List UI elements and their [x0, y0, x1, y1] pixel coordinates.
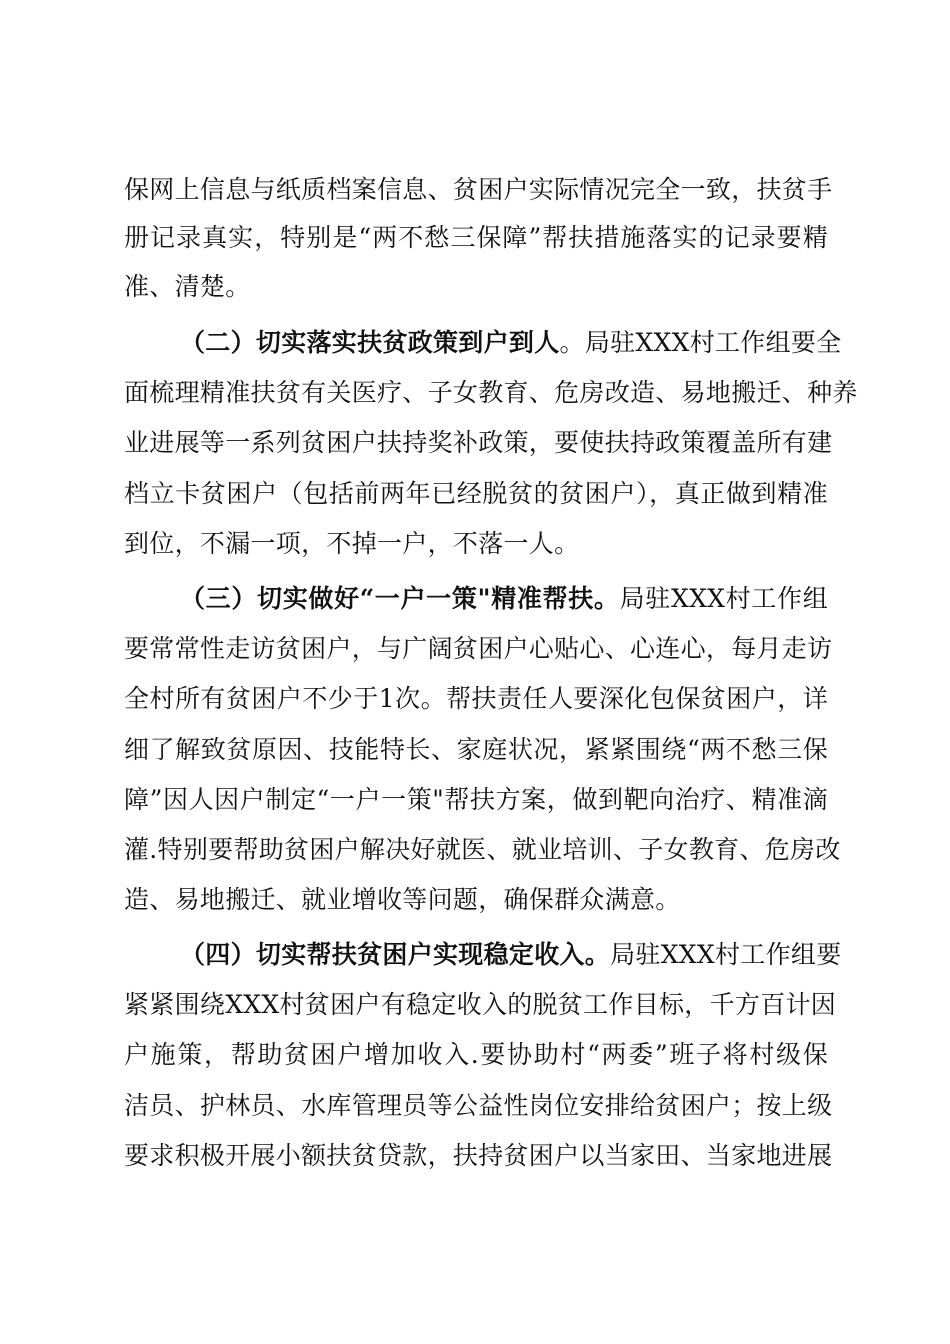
paragraph-3-first-line — [180, 575, 828, 623]
text-line: 保网上信息与纸质档案信息、贫困户实际情况完全一致，扶贫手 — [124, 175, 833, 204]
text-line: 要常常性走访贫困户，与广阔贫困户心贴心、心连心，每月走访 — [124, 634, 833, 663]
text-line: 档立卡贫困户（包括前两年已经脱贫的贫困户），真正做到精准 — [124, 479, 828, 508]
paragraph-3-heading: （三）切实做好“一户一策"精准帮扶。 — [180, 584, 620, 613]
text-line: 户施策，帮助贫困户增加收入.要协助村“两委”班子将村级保 — [124, 1040, 828, 1069]
text-line: 面梳理精准扶贫有关医疗、子女教育、危房改造、易地搬迁、种养 — [124, 378, 858, 407]
text-line: 册记录真实，特别是“两不愁三保障”帮扶措施落实的记录要精 — [124, 223, 828, 252]
text-line: 洁员、护林员、水库管理员等公益性岗位安排给贫困户；按上级 — [124, 1091, 833, 1120]
paragraph-4-first-line — [180, 931, 842, 979]
text-line: 全村所有贫困户不少于1次。帮扶责任人要深化包保贫困户，详 — [124, 684, 828, 713]
text-line: 造、易地搬迁、就业增收等问题，确保群众满意。 — [124, 885, 681, 914]
paragraph-2-heading: （二）切实落实扶贫政策到户到人 — [180, 328, 560, 357]
text-line: 要求积极开展小额扶贫贷款，扶持贫困户以当家田、当家地进展 — [124, 1141, 833, 1170]
text-line: 细了解致贫原因、技能特长、家庭状况，紧紧围绕“两不愁三保 — [124, 735, 828, 764]
text-line: 灌.特别要帮助贫困户解决好就医、就业培训、子女教育、危房改 — [124, 835, 841, 864]
text-line: 业进展等一系列贫困户扶持奖补政策，要使扶持政策覆盖所有建 — [124, 428, 833, 457]
text-line: 准、清楚。 — [124, 272, 251, 301]
paragraph-4-text: 局驻XXX村工作组要 — [610, 940, 842, 969]
paragraph-3-text: 局驻XXX村工作组 — [619, 584, 828, 613]
text-line: 到位，不漏一项，不掉一户，不落一人。 — [124, 529, 580, 558]
text-line: 障”因人因户制定“一户一策"帮扶方案，做到靶向治疗、精准滴 — [124, 785, 828, 814]
paragraph-4-heading: （四）切实帮扶贫困户实现稳定收入。 — [180, 940, 611, 969]
paragraph-2-first-line — [180, 319, 842, 367]
text-line: 紧紧围绕XXX村贫困户有稳定收入的脱贫工作目标，千方百计因 — [124, 990, 837, 1019]
paragraph-2-text: 。局驻XXX村工作组要全 — [559, 328, 842, 357]
